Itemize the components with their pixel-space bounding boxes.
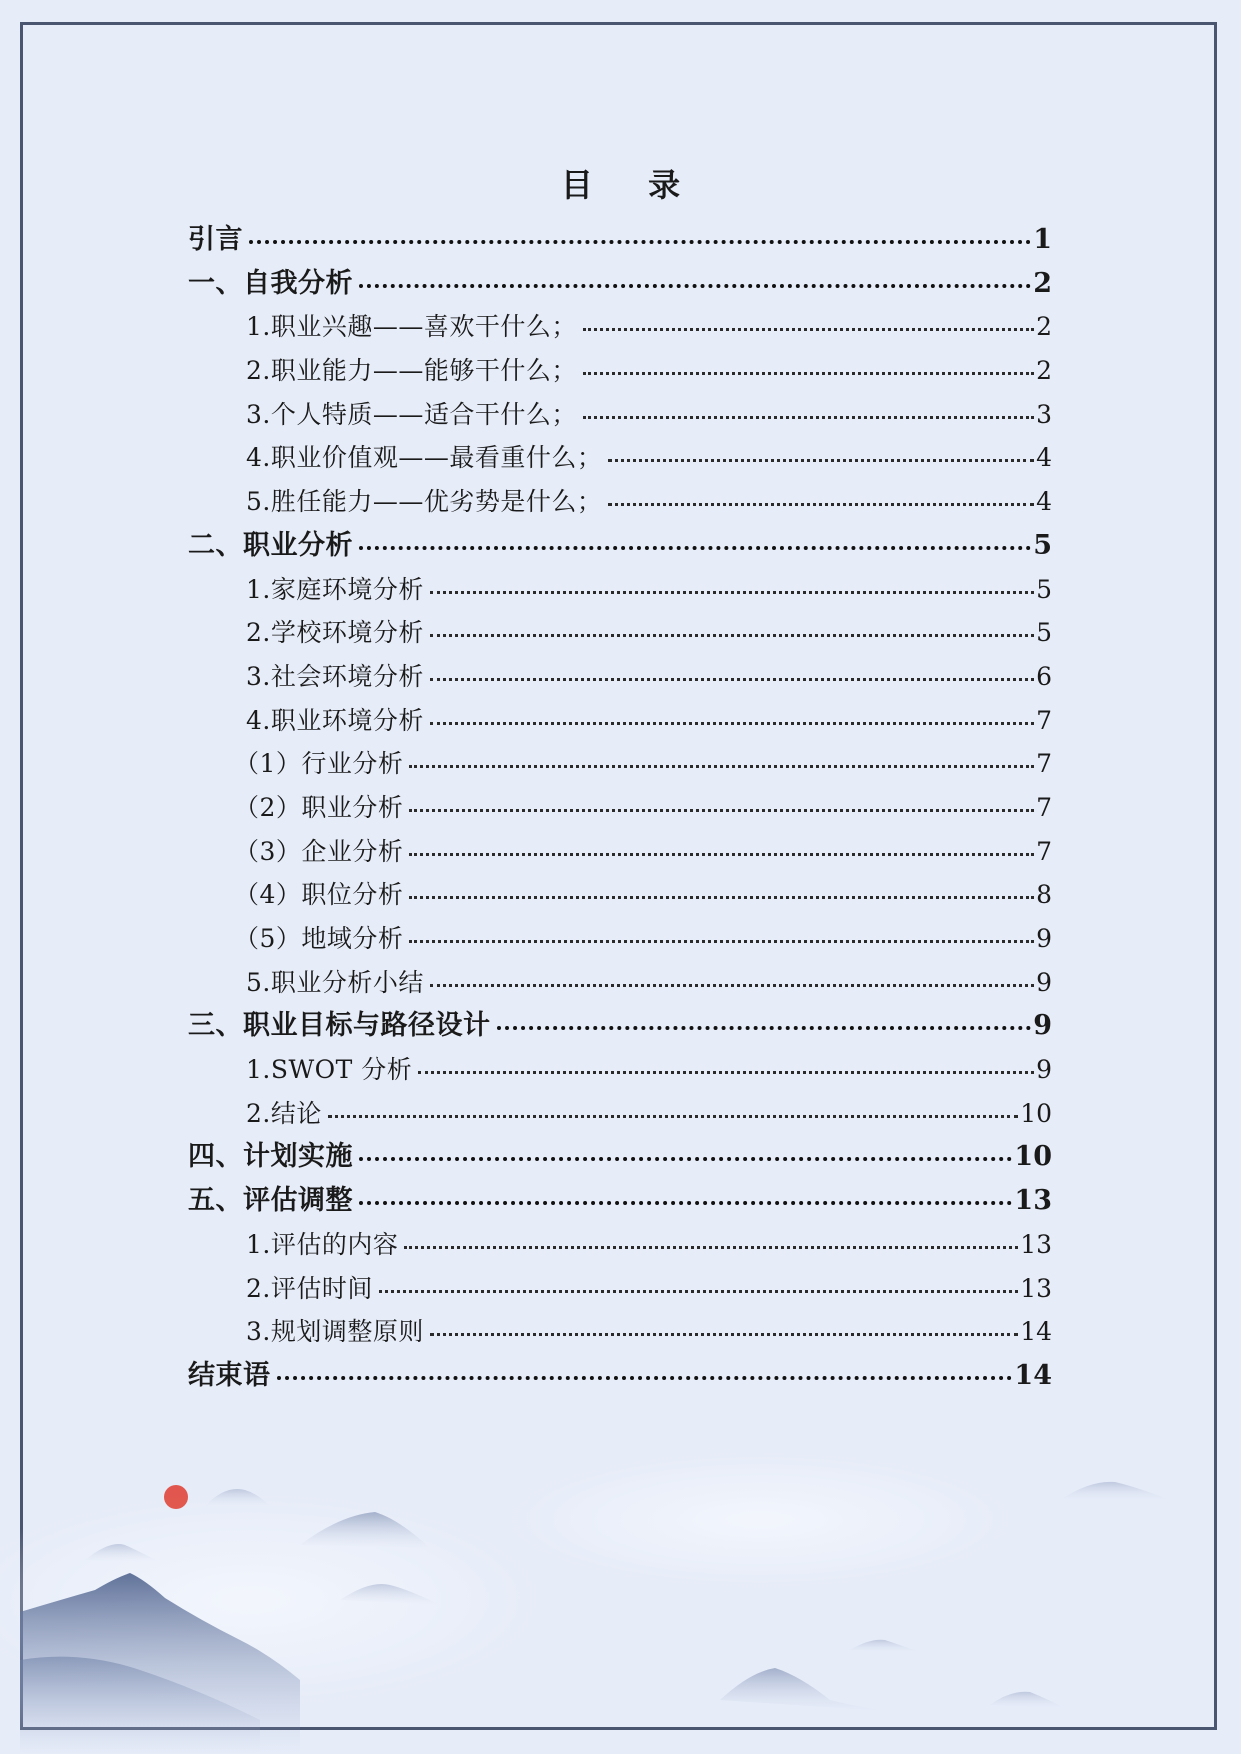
toc-entry[interactable] bbox=[188, 1048, 1052, 1092]
toc-entry-page: 10 bbox=[1020, 1098, 1052, 1128]
dot-leader bbox=[430, 984, 1034, 987]
toc-entry-label: 5.职业分析小结 bbox=[246, 967, 424, 997]
toc-entry[interactable] bbox=[188, 1223, 1052, 1267]
toc-entry-page: 13 bbox=[1014, 1185, 1052, 1217]
toc-entry-label: 2.评估时间 bbox=[246, 1273, 373, 1303]
toc-entry-label: 结束语 bbox=[188, 1359, 271, 1391]
toc-entry-page: 5 bbox=[1036, 574, 1052, 604]
toc-entry-page: 3 bbox=[1036, 399, 1052, 429]
dot-leader bbox=[359, 546, 1031, 550]
toc-entry-label: 1.职业兴趣——喜欢干什么； bbox=[246, 312, 577, 342]
toc-entry[interactable] bbox=[188, 1354, 1052, 1398]
dot-leader bbox=[497, 1026, 1032, 1030]
toc-entry-label: （3）企业分析 bbox=[234, 836, 404, 866]
toc-entry-page: 14 bbox=[1020, 1317, 1052, 1347]
toc-entry-page: 4 bbox=[1036, 487, 1052, 517]
toc-entry-page: 7 bbox=[1036, 749, 1052, 779]
toc-entry-page: 6 bbox=[1036, 661, 1052, 691]
toc-entry-label: （1）行业分析 bbox=[234, 749, 404, 779]
toc-entry-page: 5 bbox=[1036, 618, 1052, 648]
toc-entry-label: 3.个人特质——适合干什么； bbox=[246, 399, 577, 429]
toc-entry-label: 四、计划实施 bbox=[188, 1141, 353, 1173]
dot-leader bbox=[359, 284, 1031, 288]
toc-entry-page: 9 bbox=[1033, 1010, 1052, 1042]
toc-entry-page: 13 bbox=[1020, 1273, 1052, 1303]
toc-entry-label: 3.社会环境分析 bbox=[246, 661, 424, 691]
toc-entry[interactable] bbox=[188, 917, 1052, 961]
toc-entry[interactable] bbox=[188, 611, 1052, 655]
toc-entry-page: 13 bbox=[1020, 1229, 1052, 1259]
dot-leader bbox=[409, 853, 1034, 856]
dot-leader bbox=[249, 240, 1031, 244]
toc-entry-label: 1.SWOT 分析 bbox=[246, 1055, 413, 1085]
toc-entry-page: 2 bbox=[1036, 356, 1052, 386]
toc-entry-label: 二、职业分析 bbox=[188, 529, 353, 561]
toc-entry[interactable] bbox=[188, 1135, 1052, 1179]
toc-entry[interactable] bbox=[188, 262, 1052, 306]
toc-entry-page: 9 bbox=[1036, 924, 1052, 953]
dot-leader bbox=[379, 1290, 1018, 1293]
toc-list bbox=[188, 218, 1052, 1398]
toc-entry[interactable] bbox=[188, 524, 1052, 568]
toc-entry[interactable] bbox=[188, 655, 1052, 699]
toc-entry[interactable] bbox=[188, 873, 1052, 917]
dot-leader bbox=[409, 809, 1034, 812]
toc-entry[interactable] bbox=[188, 961, 1052, 1005]
dot-leader bbox=[608, 459, 1034, 462]
toc-entry-label: （5）地域分析 bbox=[234, 924, 404, 953]
dot-leader bbox=[430, 1333, 1018, 1336]
toc-entry[interactable] bbox=[188, 1267, 1052, 1311]
dot-leader bbox=[430, 722, 1034, 725]
toc-entry[interactable] bbox=[188, 699, 1052, 743]
dot-leader bbox=[608, 503, 1034, 506]
toc-entry-label: 3.规划调整原则 bbox=[246, 1317, 424, 1347]
toc-entry-page: 14 bbox=[1014, 1359, 1052, 1391]
toc-entry[interactable] bbox=[188, 830, 1052, 874]
toc-entry[interactable] bbox=[188, 480, 1052, 524]
toc-entry-label: 引言 bbox=[188, 224, 243, 255]
toc-entry-label: 三、职业目标与路径设计 bbox=[188, 1010, 491, 1042]
toc-entry[interactable] bbox=[188, 349, 1052, 393]
toc-entry[interactable] bbox=[188, 218, 1052, 262]
toc-entry-label: 1.评估的内容 bbox=[246, 1229, 399, 1259]
toc-entry-page: 7 bbox=[1036, 705, 1052, 735]
dot-leader bbox=[359, 1157, 1012, 1161]
toc-entry[interactable] bbox=[188, 1004, 1052, 1048]
toc-entry[interactable] bbox=[188, 568, 1052, 612]
toc-entry-page: 4 bbox=[1036, 443, 1052, 473]
toc-title: 目 录 bbox=[560, 166, 703, 204]
dot-leader bbox=[430, 591, 1034, 594]
dot-leader bbox=[328, 1115, 1018, 1118]
toc-entry-page: 8 bbox=[1036, 880, 1052, 910]
toc-entry-page: 10 bbox=[1014, 1141, 1052, 1173]
toc-entry-label: （4）职位分析 bbox=[234, 880, 404, 910]
dot-leader bbox=[409, 896, 1034, 899]
dot-leader bbox=[430, 634, 1034, 637]
dot-leader bbox=[583, 372, 1034, 375]
toc-entry-page: 7 bbox=[1036, 792, 1052, 822]
toc-entry-page: 1 bbox=[1033, 224, 1052, 255]
toc-entry-page: 5 bbox=[1033, 529, 1052, 561]
toc-entry-label: 5.胜任能力——优劣势是什么； bbox=[246, 487, 603, 517]
toc-entry-label: 2.结论 bbox=[246, 1098, 322, 1128]
toc-entry-label: 4.职业价值观——最看重什么； bbox=[246, 443, 603, 473]
toc-entry-page: 9 bbox=[1036, 1055, 1052, 1085]
toc-entry[interactable] bbox=[188, 1179, 1052, 1223]
toc-entry[interactable] bbox=[188, 1310, 1052, 1354]
dot-leader bbox=[583, 328, 1034, 331]
toc-entry-label: （2）职业分析 bbox=[234, 792, 404, 822]
toc-entry-page: 2 bbox=[1033, 267, 1052, 299]
dot-leader bbox=[404, 1246, 1018, 1249]
dot-leader bbox=[359, 1201, 1012, 1205]
toc-entry[interactable] bbox=[188, 305, 1052, 349]
dot-leader bbox=[430, 678, 1034, 681]
toc-entry[interactable] bbox=[188, 436, 1052, 480]
dot-leader bbox=[409, 765, 1034, 768]
dot-leader bbox=[583, 416, 1034, 419]
toc-entry-page: 7 bbox=[1036, 836, 1052, 866]
dot-leader bbox=[418, 1071, 1034, 1074]
dot-leader bbox=[277, 1376, 1013, 1380]
toc-entry-label: 一、自我分析 bbox=[188, 267, 353, 299]
dot-leader bbox=[409, 940, 1034, 943]
toc-entry[interactable] bbox=[188, 742, 1052, 786]
toc-entry-page: 2 bbox=[1036, 312, 1052, 342]
toc-entry[interactable] bbox=[188, 1092, 1052, 1136]
toc-entry-label: 4.职业环境分析 bbox=[246, 705, 424, 735]
toc-entry[interactable] bbox=[188, 393, 1052, 437]
toc-entry-label: 1.家庭环境分析 bbox=[246, 574, 424, 604]
toc-entry-page: 9 bbox=[1036, 967, 1052, 997]
toc-entry-label: 五、评估调整 bbox=[188, 1185, 353, 1217]
toc-entry-label: 2.学校环境分析 bbox=[246, 618, 424, 648]
toc-entry-label: 2.职业能力——能够干什么； bbox=[246, 356, 577, 386]
toc-entry[interactable] bbox=[188, 786, 1052, 830]
